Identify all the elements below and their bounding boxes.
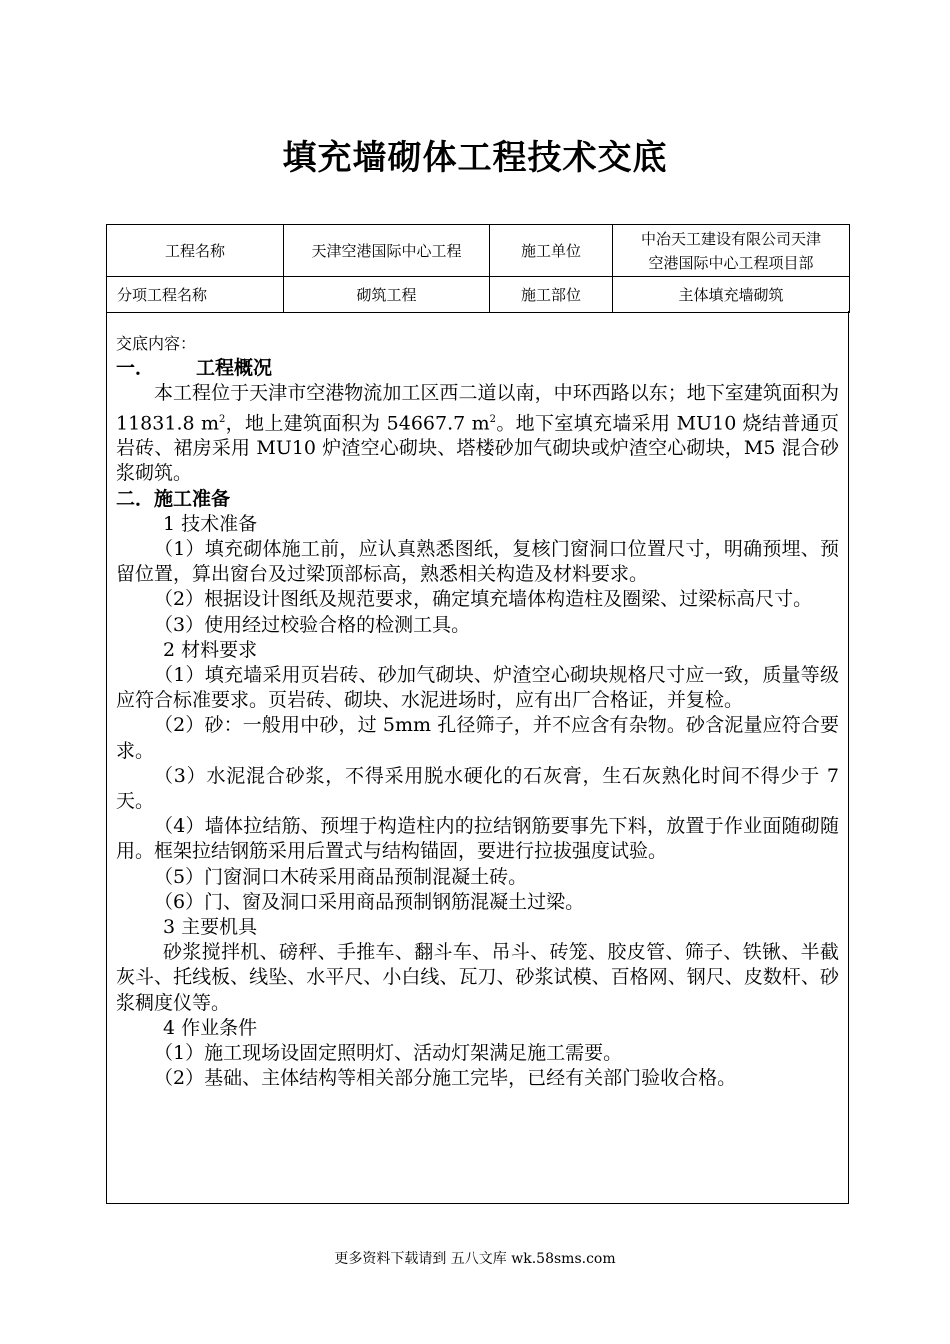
overview-paragraph (116, 381, 839, 486)
contractor-value-line2: 空港国际中心工程项目部 (648, 253, 814, 272)
project-info-table (106, 224, 850, 313)
table-row (107, 277, 850, 313)
paragraph: （5）门窗洞口木砖采用商品预制混凝土砖。 (154, 865, 528, 888)
location-label: 施工部位 (490, 277, 613, 313)
paragraph: （1）施工现场设固定照明灯、活动灯架满足施工需要。 (154, 1042, 623, 1065)
project-name-label: 工程名称 (107, 225, 284, 277)
location-value: 主体填充墙砌筑 (613, 277, 850, 313)
section-title: 工程概况 (196, 357, 273, 380)
superscript: 2 (489, 413, 497, 425)
table-row (107, 225, 850, 277)
subheading-materials: 2 材料要求 (163, 638, 258, 661)
contractor-label: 施工单位 (490, 225, 613, 277)
project-name-value: 天津空港国际中心工程 (284, 225, 490, 277)
disclosure-content (116, 331, 839, 1091)
contractor-value-line1: 中冶天工建设有限公司天津 (640, 229, 821, 248)
paragraph: （3）水泥混合砂浆，不得采用脱水硬化的石灰膏，生石灰熟化时间不得少于 7 天。 (116, 764, 839, 812)
subheading-conditions: 4 作业条件 (163, 1016, 258, 1039)
paragraph: （2）根据设计图纸及规范要求，确定填充墙体构造柱及圈梁、过梁标高尺寸。 (154, 588, 813, 611)
content-intro: 交底内容： (116, 334, 197, 353)
disclosure-content-box (106, 311, 849, 1204)
superscript: 2 (218, 413, 226, 425)
footer-note: 更多资料下载请到 五八文库 wk.58sms.com (334, 1251, 616, 1267)
section-number: 一． (116, 357, 155, 380)
overview-text-1: 本工程位于天津市空港物流加工区西二道以南，中环西路以东；地下室建筑面积为 11831.8 m (116, 382, 839, 434)
paragraph: （2）基础、主体结构等相关部分施工完毕，已经有关部门验收合格。 (154, 1067, 737, 1090)
section-heading-preparation: 二．施工准备 (116, 487, 231, 510)
paragraph: （1）填充墙采用页岩砖、砂加气砌块、炉渣空心砌块规格尺寸应一致，质量等级应符合标准要求。页岩砖、砌块、水泥进场时，应有出厂合格证，并复检。 (116, 663, 839, 712)
paragraph: （1）填充砌体施工前，应认真熟悉图纸，复核门窗洞口位置尺寸，明确预埋、预留位置，算出窗台及过梁顶部标高，熟悉相关构造及材料要求。 (116, 537, 839, 586)
page-title: 填充墙砌体工程技术交底 (282, 138, 668, 178)
overview-text-3: 。地下室填充墙采用 MU10 烧结普通页岩砖、裙房采用 MU10 炉渣空心砌块、塔楼砂加气砌块或炉渣空心砌块，M5 混合砂浆砌筑。 (116, 411, 839, 485)
paragraph: （4）墙体拉结筋、预埋于构造柱内的拉结钢筋要事先下料，放置于作业面随砌随用。框架拉结钢筋采用后置式与结构锚固，要进行拉拔强度试验。 (116, 815, 839, 863)
overview-text-2: ，地上建筑面积为 54667.7 m (225, 411, 490, 434)
paragraph: 砂浆搅拌机、磅秤、手推车、翻斗车、吊斗、砖笼、胶皮管、筛子、铁锹、半截灰斗、托线板、线坠、水平尺、小白线、瓦刀、砂浆试模、百格网、钢尺、皮数杆、砂浆稠度仪等。 (116, 941, 839, 1014)
contractor-value (613, 225, 850, 277)
paragraph: （6）门、窗及洞口采用商品预制钢筋混凝土过梁。 (154, 890, 585, 913)
subproject-value: 砌筑工程 (284, 277, 490, 313)
section-heading-overview (116, 356, 839, 381)
subheading-tools: 3 主要机具 (163, 916, 258, 938)
paragraph: （2）砂：一般用中砂，过 5mm 孔径筛子，并不应含有杂物。砂含泥量应符合要求。 (116, 714, 839, 762)
subheading-tech: 1 技术准备 (163, 512, 258, 535)
paragraph: （3）使用经过校验合格的检测工具。 (154, 613, 471, 636)
subproject-label: 分项工程名称 (107, 277, 284, 313)
